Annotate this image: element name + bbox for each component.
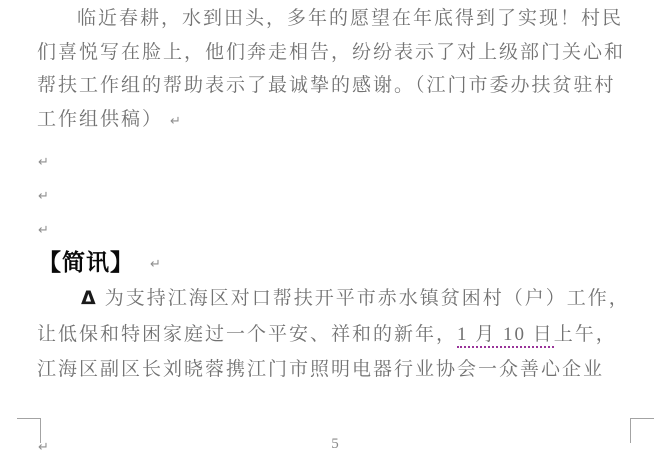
paragraph-mark-icon: ↵ bbox=[38, 155, 49, 170]
paragraph-line-text: 为支持江海区对口帮扶开平市赤水镇贫困村（户）工作， bbox=[104, 288, 630, 309]
paragraph-mark-icon: ↵ bbox=[170, 113, 181, 129]
paragraph-line[interactable] bbox=[37, 103, 633, 139]
paragraph-line[interactable]: 临近春耕，水到田头，多年的愿望在年底得到了实现！村民 bbox=[77, 8, 624, 29]
paragraph-line-text: 让低保和特困家庭过一个平安、祥和的新年， bbox=[37, 323, 458, 345]
section-heading-text: 【简讯】 bbox=[38, 249, 134, 275]
paragraph-brief bbox=[37, 281, 633, 388]
paragraph-line[interactable] bbox=[37, 281, 633, 317]
paragraph-mark-icon: ↵ bbox=[38, 223, 49, 238]
grammar-check-underline[interactable]: 1 月 10 日 bbox=[457, 324, 554, 348]
paragraph-line[interactable]: 们喜悦写在脸上，他们奔走相告，纷纷表示了对上级部门关心和 bbox=[37, 41, 626, 63]
paragraph-line-text: 上午， bbox=[553, 323, 617, 345]
margin-crop-mark-bottom-right bbox=[630, 418, 654, 443]
paragraph-mark-icon: ↵ bbox=[38, 189, 49, 204]
page-number: 5 bbox=[331, 436, 339, 452]
delta-bullet: Δ bbox=[81, 287, 96, 309]
paragraph-line[interactable] bbox=[37, 317, 633, 353]
footer-paragraph-mark-icon: ↵ bbox=[38, 440, 49, 455]
section-heading[interactable] bbox=[38, 248, 161, 279]
paragraph-mark-icon: ↵ bbox=[150, 257, 161, 272]
paragraph-line-text: 工作组供稿） bbox=[37, 108, 164, 130]
paragraph-line[interactable]: 帮扶工作组的帮助表示了最诚挚的感谢。（江门市委办扶贫驻村 bbox=[37, 75, 616, 96]
paragraph-line[interactable]: 江海区副区长刘晓蓉携江门市照明电器行业协会一众善心企业 bbox=[37, 359, 605, 380]
paragraph-intro bbox=[37, 2, 633, 138]
